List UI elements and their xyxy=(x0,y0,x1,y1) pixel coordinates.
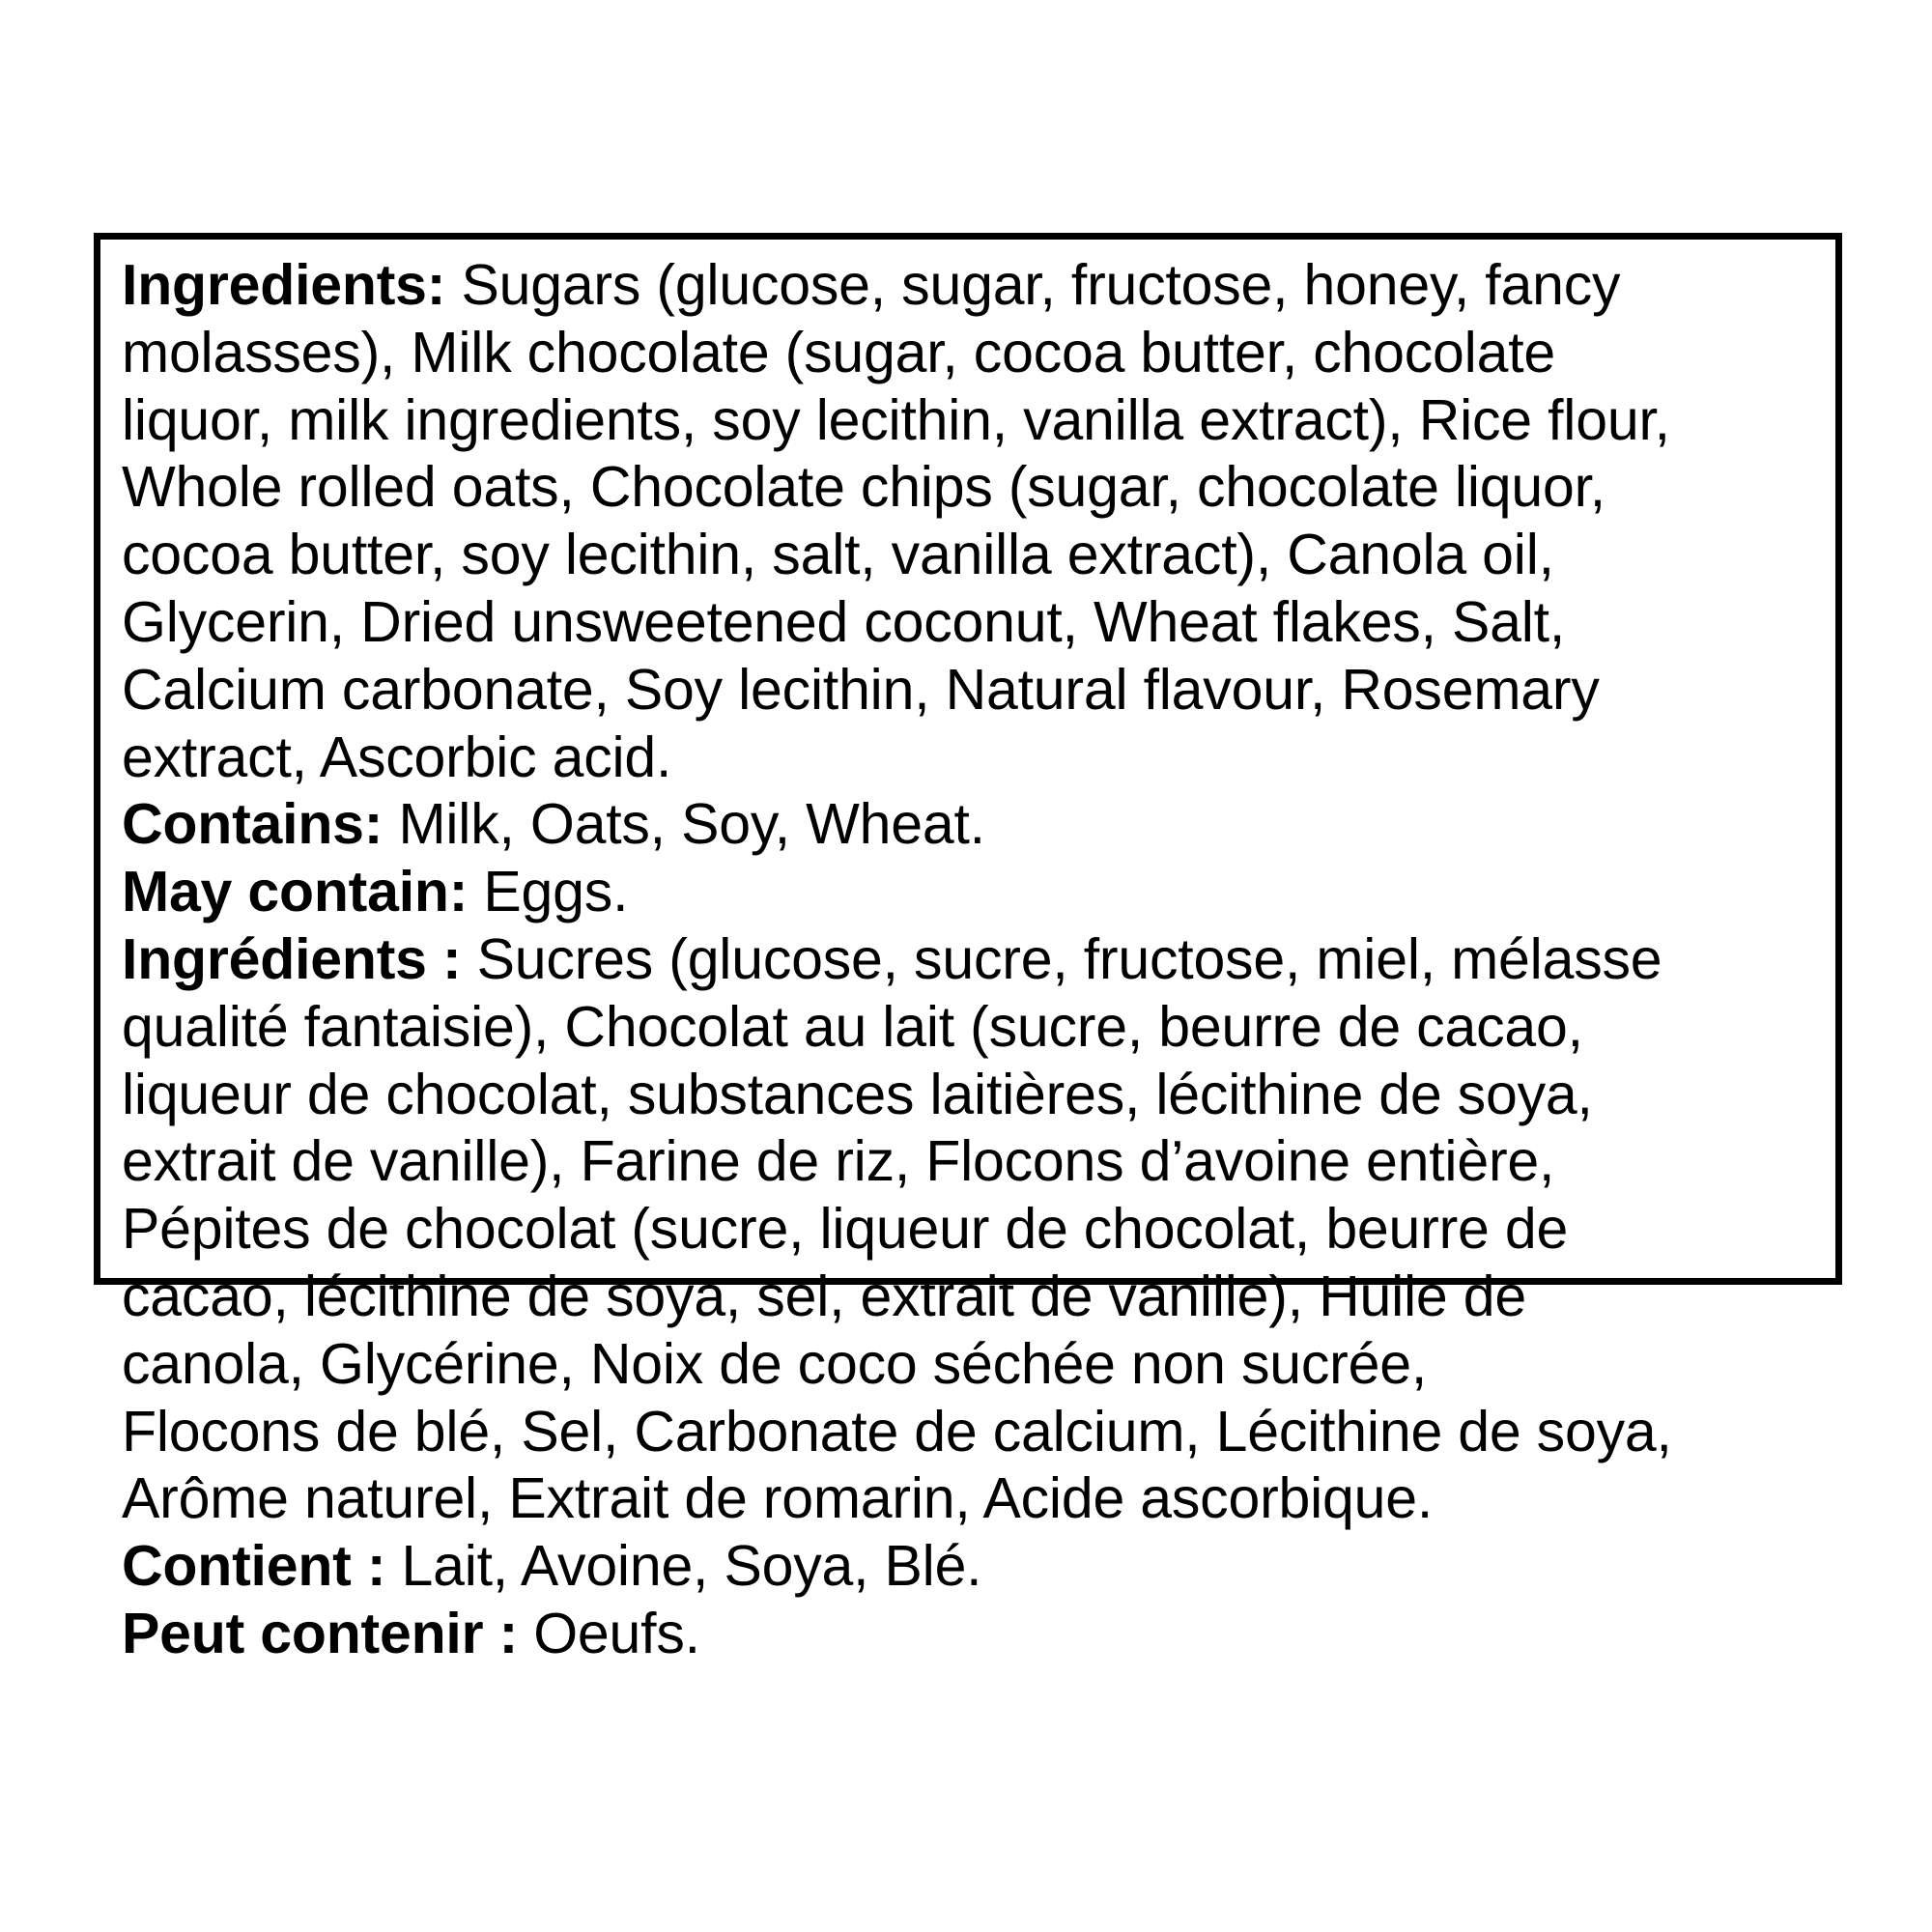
line-text: Sugars (glucose, sugar, fructose, honey, fancy xyxy=(445,253,1621,317)
label-line xyxy=(122,1196,1822,1264)
label-line xyxy=(122,1533,1822,1601)
line-text: Oeufs. xyxy=(518,1601,700,1665)
label-line xyxy=(122,724,1822,792)
line-text: extract, Ascorbic acid. xyxy=(122,724,672,789)
label-line xyxy=(122,657,1822,724)
label-line xyxy=(122,454,1822,522)
ingredients-label-text xyxy=(122,252,1822,1668)
line-text: Glycerin, Dried unsweetened coconut, Wheat flakes, Salt, xyxy=(122,589,1566,654)
line-text: cocoa butter, soy lecithin, salt, vanilla extract), Canola oil, xyxy=(122,523,1554,587)
line-text: Pépites de chocolat (sucre, liqueur de chocolat, beurre de xyxy=(122,1197,1569,1262)
heading-ingredients-fr: Ingrédients : xyxy=(122,926,462,991)
line-text: Lait, Avoine, Soya, Blé. xyxy=(385,1534,982,1599)
label-line xyxy=(122,1062,1822,1129)
label-line xyxy=(122,994,1822,1062)
label-line xyxy=(122,859,1822,926)
label-line xyxy=(122,926,1822,994)
label-line xyxy=(122,522,1822,589)
label-line xyxy=(122,252,1822,320)
line-text: cacao, lécithine de soya, sel, extrait de vanille), Huile de xyxy=(122,1264,1526,1328)
line-text: Eggs. xyxy=(468,860,629,924)
label-line xyxy=(122,1264,1822,1331)
line-text: molasses), Milk chocolate (sugar, cocoa butter, chocolate xyxy=(122,320,1555,384)
label-line xyxy=(122,589,1822,657)
label-line xyxy=(122,1465,1822,1533)
line-text: Sucres (glucose, sucre, fructose, miel, mélasse xyxy=(461,926,1662,991)
label-line xyxy=(122,1128,1822,1196)
line-text: extrait de vanille), Farine de riz, Flocons d’avoine entière, xyxy=(122,1129,1555,1194)
line-text: Calcium carbonate, Soy lecithin, Natural flavour, Rosemary xyxy=(122,657,1600,722)
heading-may-contain-fr: Peut contenir : xyxy=(122,1601,519,1665)
label-line xyxy=(122,1331,1822,1399)
label-line xyxy=(122,1399,1822,1466)
line-text: Milk, Oats, Soy, Wheat. xyxy=(383,792,985,857)
heading-may-contain-en: May contain: xyxy=(122,860,469,924)
label-line xyxy=(122,320,1822,387)
heading-contains-fr: Contient : xyxy=(122,1534,386,1599)
label-line xyxy=(122,387,1822,455)
label-line xyxy=(122,791,1822,859)
line-text: liqueur de chocolat, substances laitières, lécithine de soya, xyxy=(122,1062,1593,1126)
heading-ingredients-en: Ingredients: xyxy=(122,253,446,317)
line-text: canola, Glycérine, Noix de coco séchée non sucrée, xyxy=(122,1331,1428,1396)
line-text: Flocons de blé, Sel, Carbonate de calcium, Lécithine de soya, xyxy=(122,1399,1672,1463)
line-text: qualité fantaisie), Chocolat au lait (sucre, beurre de cacao, xyxy=(122,994,1583,1059)
line-text: Arôme naturel, Extrait de romarin, Acide ascorbique. xyxy=(122,1466,1434,1531)
line-text: liquor, milk ingredients, soy lecithin, vanilla extract), Rice flour, xyxy=(122,387,1670,452)
heading-contains-en: Contains: xyxy=(122,792,384,857)
line-text: Whole rolled oats, Chocolate chips (sugar, chocolate liquor, xyxy=(122,455,1605,520)
label-line xyxy=(122,1601,1822,1668)
